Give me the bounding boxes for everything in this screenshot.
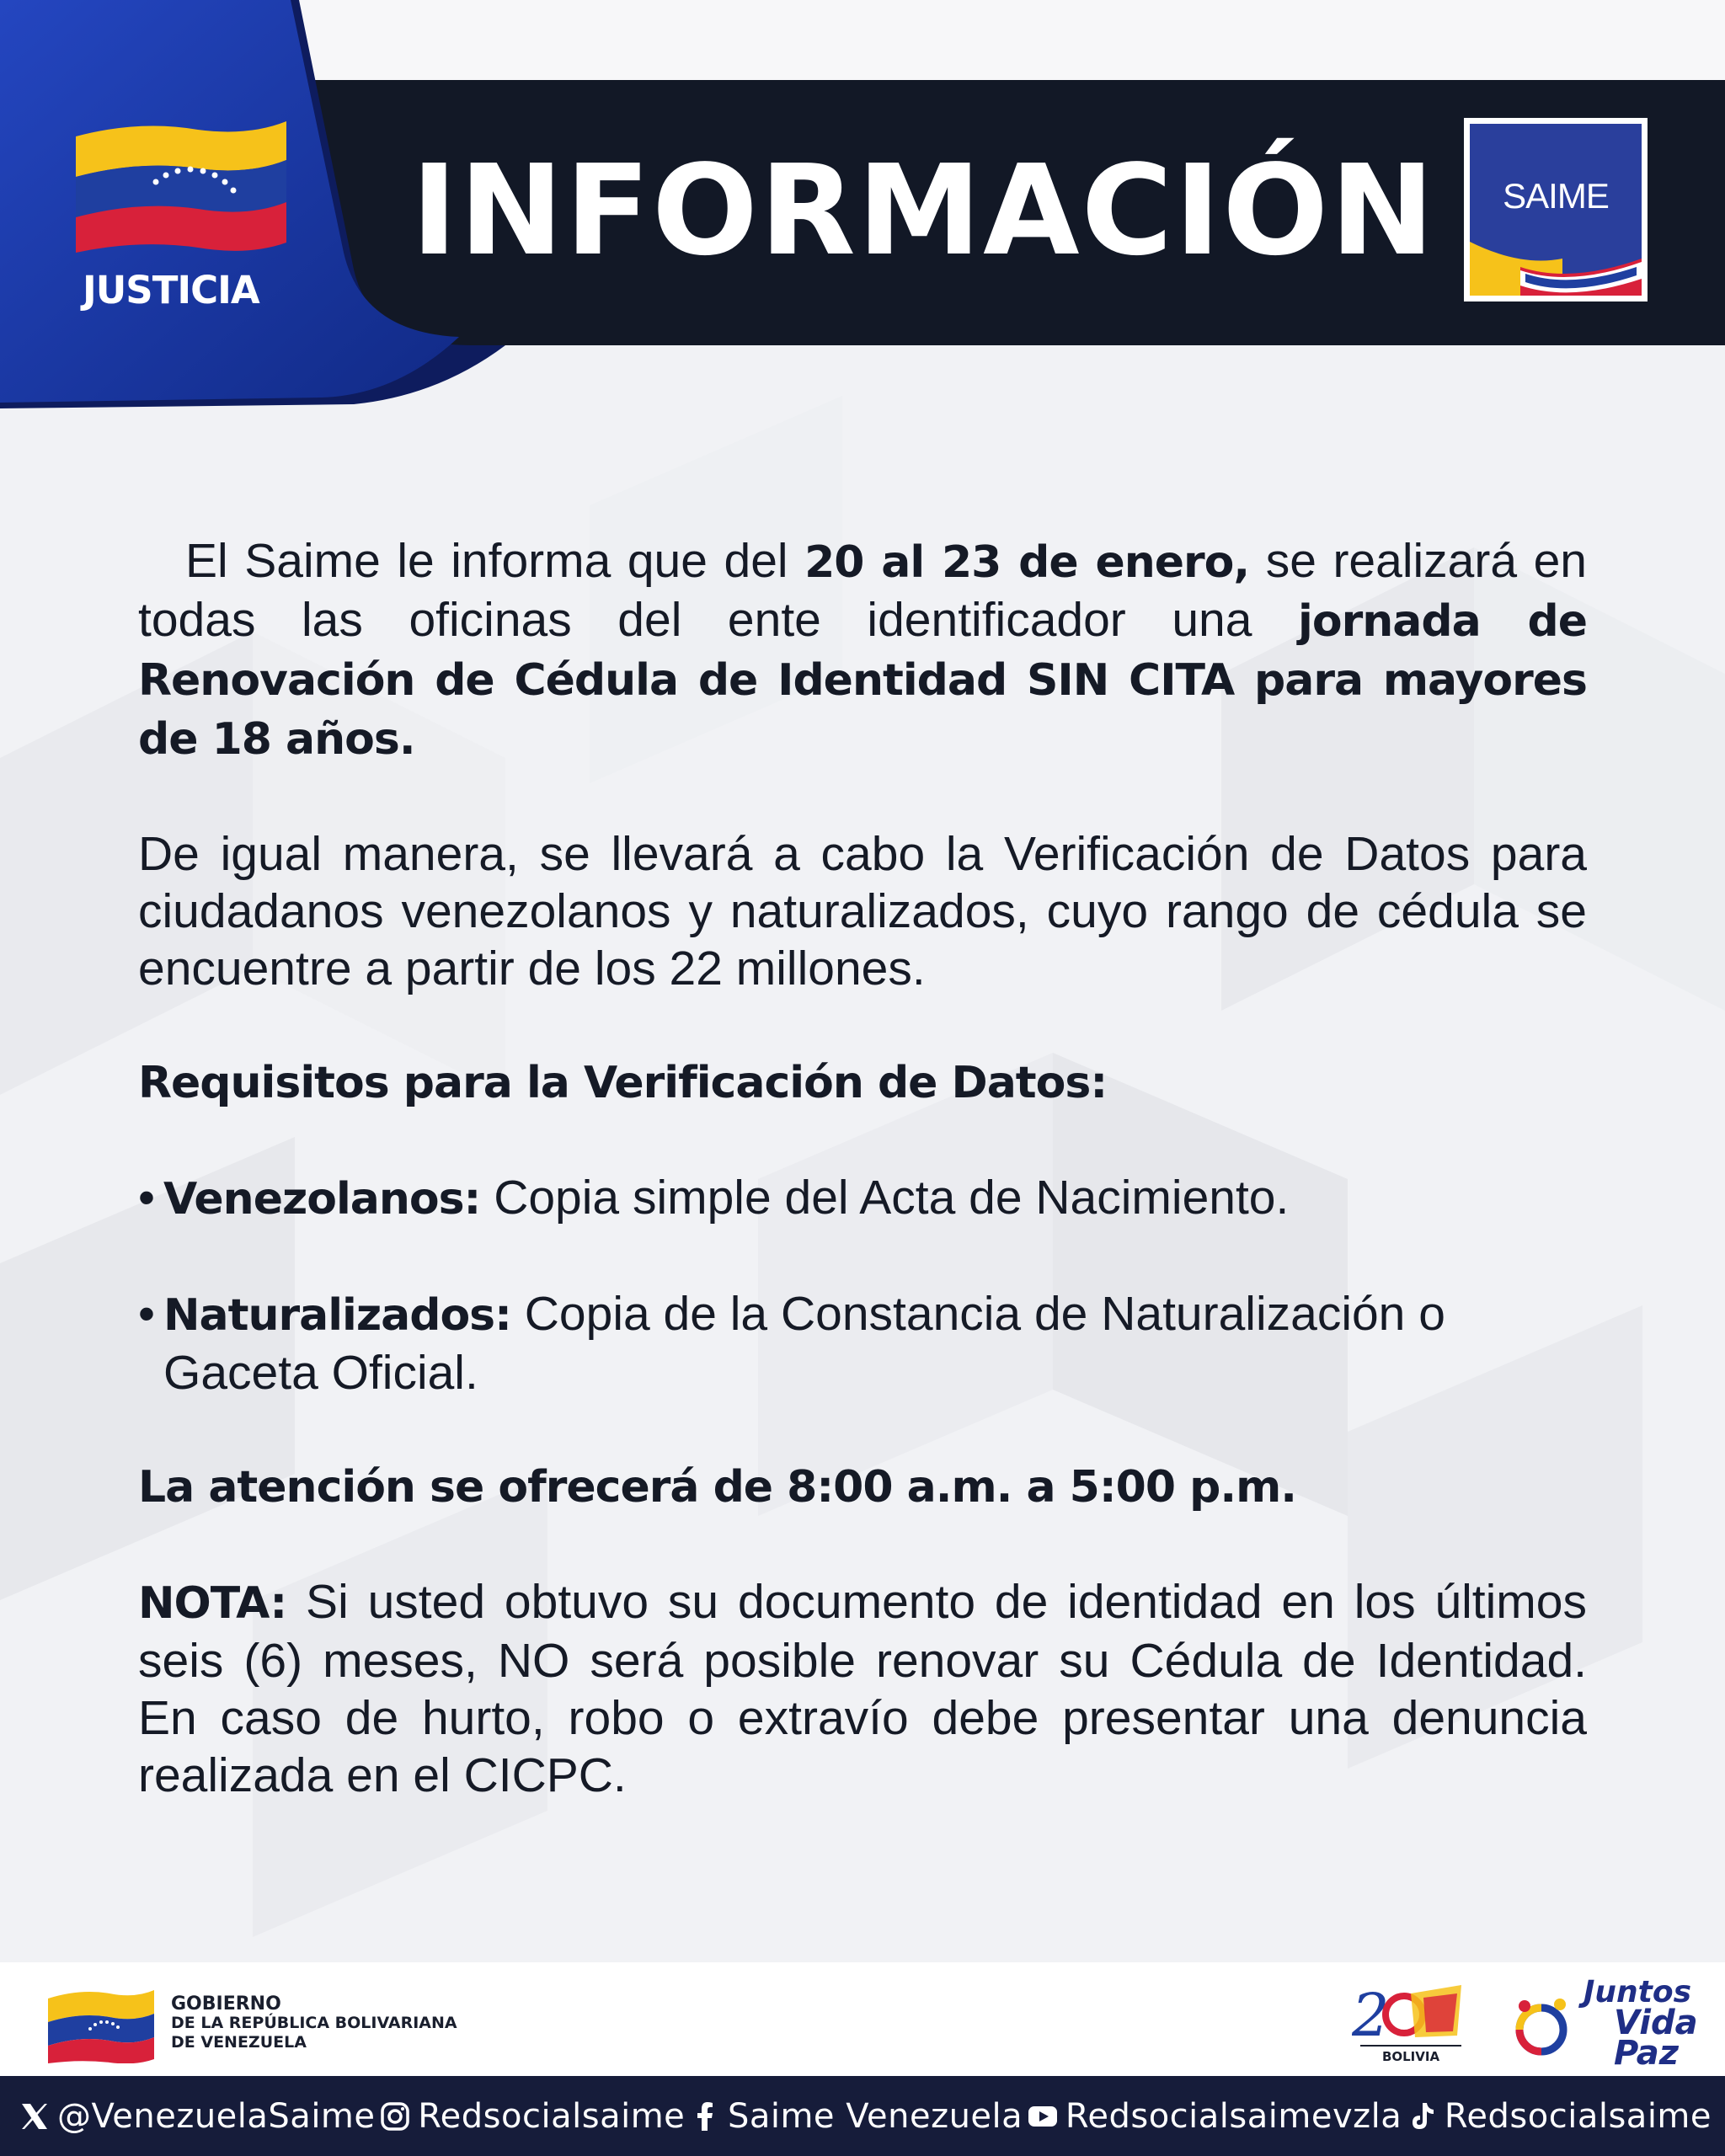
- requirement-text: Copia de la Constancia de Naturalización o Gaceta Oficial.: [163, 1287, 1445, 1400]
- intro-text-2: se realizará en todas las oficinas del ente identificador una: [138, 534, 1587, 647]
- intro-paragraph: [138, 532, 1587, 768]
- social-label: @VenezuelaSaime: [57, 2097, 376, 2136]
- intro-highlight: jornada de Renovación de Cédula de Identidad SIN CITA para mayores de 18 años.: [138, 596, 1587, 765]
- note-paragraph: [138, 1573, 1587, 1804]
- bicentenary-label: BOLIVIA: [1381, 2049, 1440, 2064]
- social-link-x[interactable]: [19, 2097, 376, 2136]
- social-links: [19, 2091, 1712, 2142]
- juntos-word-1: Juntos: [1583, 1975, 1692, 2009]
- instagram-icon: [379, 2100, 411, 2132]
- note-text: Si usted obtuvo su documento de identidad en los últimos seis (6) meses, NO será posible renovar su Cédula de Identidad. En caso de hurto, robo o extravío debe presentar una denuncia realizada en el CICPC.: [138, 1575, 1587, 1802]
- intro-text-1: El Saime le informa que del: [185, 534, 805, 588]
- requirement-label: Venezolanos:: [163, 1174, 481, 1225]
- verification-paragraph: De igual manera, se llevará a cabo la Verificación de Datos para ciudadanos venezolanos y naturalizados, cuyo rango de cédula se encuentre a partir de los 22 millones.: [138, 827, 1587, 995]
- justicia-label: JUSTICIA: [83, 268, 259, 312]
- juntos-word-3: Paz: [1614, 2034, 1680, 2073]
- requirement-label: Naturalizados:: [163, 1290, 511, 1341]
- hours-line: La atención se ofrecerá de 8:00 a.m. a 5:00 p.m.: [138, 1462, 1297, 1513]
- social-label: Redsocialsaimevzla: [1065, 2097, 1402, 2136]
- saime-ribbon-icon: [1470, 233, 1642, 296]
- government-line-1: GOBIERNO: [171, 1993, 281, 2015]
- requirement-item: • Venezolanos: Copia simple del Acta de Nacimiento.: [138, 1171, 1290, 1225]
- tiktok-icon: [1406, 2100, 1438, 2132]
- social-label: Redsocialsaime: [418, 2097, 686, 2136]
- svg-text:2: 2: [1352, 1981, 1390, 2050]
- requirement-text: Copia simple del Acta de Nacimiento.: [480, 1171, 1290, 1225]
- saime-logo-text: SAIME: [1503, 176, 1609, 216]
- social-link-tiktok[interactable]: [1406, 2097, 1712, 2136]
- intro-dates: 20 al 23 de enero,: [804, 537, 1250, 588]
- requirement-item: • Naturalizados: Copia de la Constancia de Naturalización o Gaceta Oficial.: [138, 1287, 1445, 1400]
- justicia-flag-icon: [72, 111, 291, 253]
- social-link-youtube[interactable]: [1027, 2097, 1402, 2136]
- government-flag-icon: [46, 1983, 156, 2063]
- social-link-instagram[interactable]: [379, 2097, 685, 2136]
- requirements-heading: Requisitos para la Verificación de Datos:: [138, 1058, 1108, 1108]
- government-line-3: DE VENEZUELA: [171, 2033, 307, 2052]
- announcement-body: [138, 532, 1587, 1804]
- page-title: INFORMACIÓN: [411, 138, 1436, 283]
- x-icon: [19, 2100, 51, 2132]
- government-text: [171, 1994, 525, 2052]
- social-label: Redsocialsaime: [1444, 2097, 1712, 2136]
- government-line-2: DE LA REPÚBLICA BOLIVARIANA: [171, 2014, 457, 2032]
- facebook-icon: [689, 2100, 721, 2132]
- youtube-icon: [1027, 2100, 1059, 2132]
- note-label: NOTA:: [138, 1578, 287, 1629]
- saime-logo: [1464, 118, 1648, 302]
- social-link-facebook[interactable]: [689, 2097, 1023, 2136]
- juntos-text: [1583, 1975, 1718, 2073]
- social-label: Saime Venezuela: [727, 2097, 1023, 2136]
- juntos-word-2: Vida: [1614, 2004, 1698, 2042]
- saime-logo-inner: [1470, 124, 1642, 296]
